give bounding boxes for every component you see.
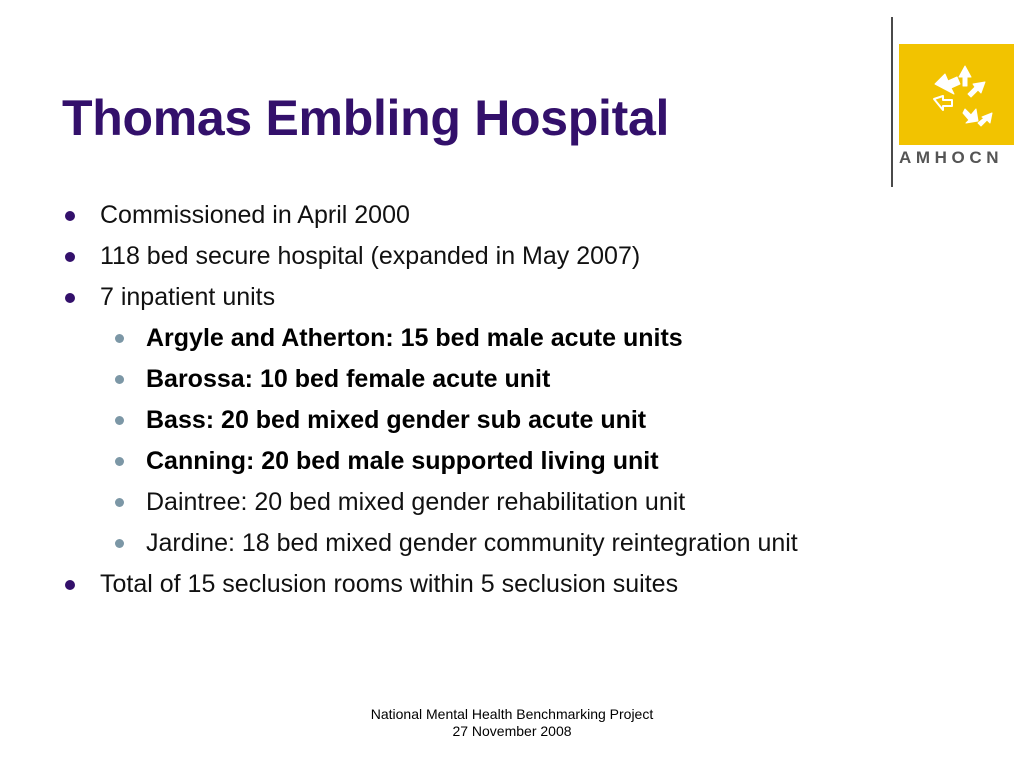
- sub-bullet-icon: [115, 375, 124, 384]
- sub-list-item: Bass: 20 bed mixed gender sub acute unit: [146, 401, 646, 439]
- bullet-icon: [65, 211, 75, 221]
- footer-project: National Mental Health Benchmarking Project: [370, 706, 654, 722]
- bullet-icon: [65, 252, 75, 262]
- logo-divider: [891, 17, 893, 187]
- sub-bullet-icon: [115, 457, 124, 466]
- sub-list-item: Jardine: 18 bed mixed gender community reintegration unit: [146, 524, 798, 562]
- logo-text: AMHOCN: [899, 148, 1004, 167]
- sub-bullet-icon: [115, 539, 124, 548]
- sub-bullet-icon: [115, 416, 124, 425]
- footer-date: 27 November 2008: [452, 723, 572, 739]
- sub-list-item: Canning: 20 bed male supported living unit: [146, 442, 659, 480]
- bullet-icon: [65, 580, 75, 590]
- list-item: Commissioned in April 2000: [100, 196, 410, 234]
- list-item: 7 inpatient units: [100, 278, 275, 316]
- bullet-icon: [65, 293, 75, 303]
- sub-bullet-icon: [115, 498, 124, 507]
- arrows-logo-icon: [899, 44, 1014, 145]
- sub-list-item: Daintree: 20 bed mixed gender rehabilitation unit: [146, 483, 685, 521]
- sub-bullet-icon: [115, 334, 124, 343]
- footer: [312, 706, 712, 740]
- slide-title: Thomas Embling Hospital: [62, 90, 670, 146]
- sub-list-item: Argyle and Atherton: 15 bed male acute units: [146, 319, 683, 357]
- list-item: 118 bed secure hospital (expanded in May 2007): [100, 237, 640, 275]
- amhocn-logo: [899, 44, 1014, 145]
- sub-list-item: Barossa: 10 bed female acute unit: [146, 360, 550, 398]
- list-item: Total of 15 seclusion rooms within 5 seclusion suites: [100, 565, 678, 603]
